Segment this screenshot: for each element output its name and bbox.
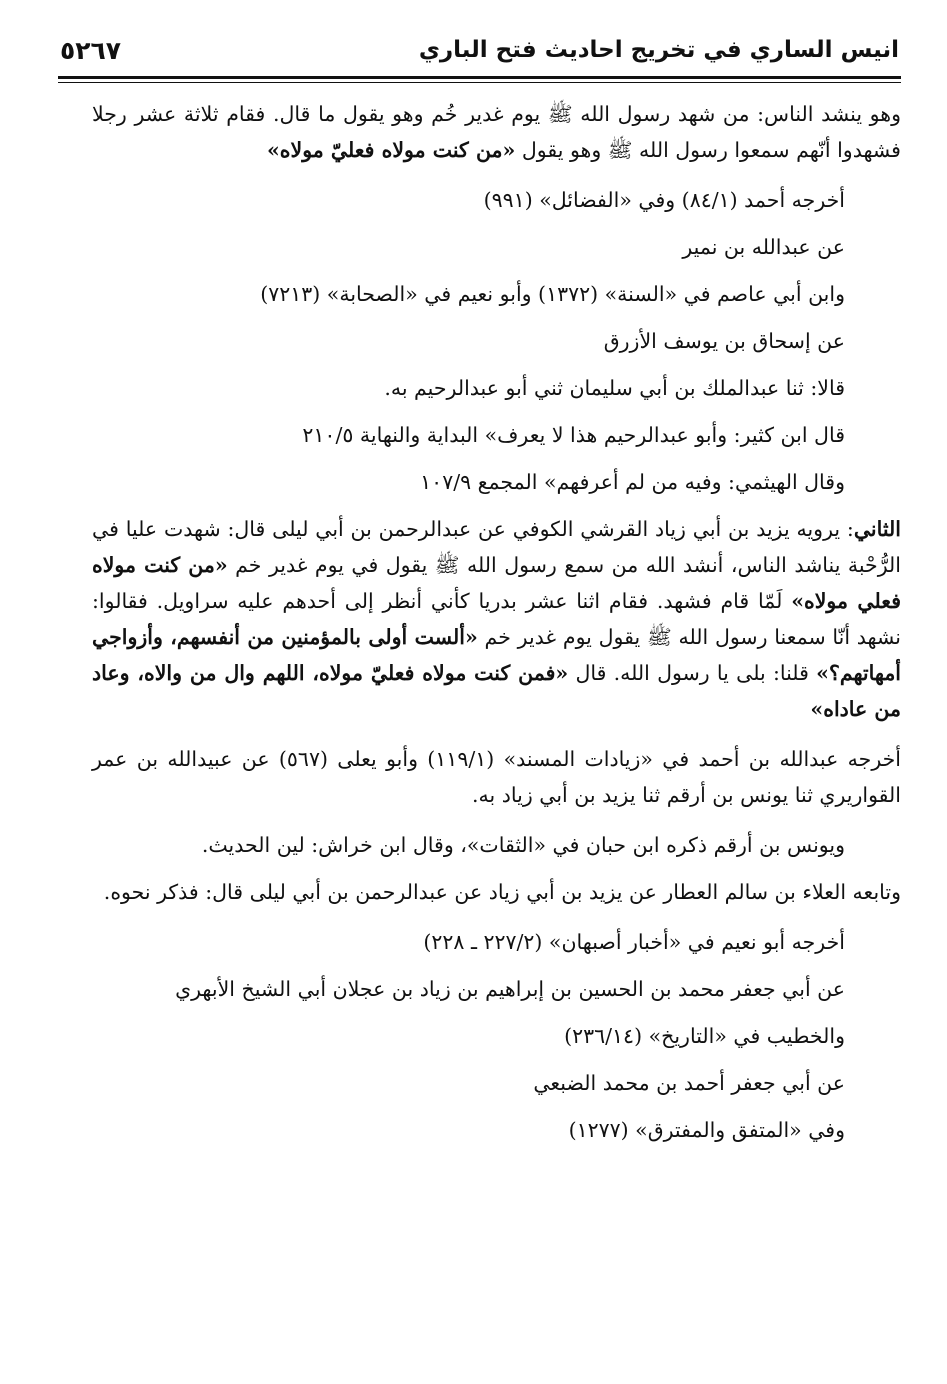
- paragraph: [92, 741, 901, 813]
- quoted-hadith-text: «ألست أولى بالمؤمنين من أنفسهم، وأزواجي أمهاتهم؟»: [92, 625, 902, 685]
- paragraph: [92, 827, 901, 863]
- paragraph-text: أخرجه عبدالله بن أحمد في «زيادات المسند» (١١٩/١) وأبو يعلى (٥٦٧) عن عبيدالله بن عمر القواريري ثنا يونس بن أرقم ثنا يزيد بن أبي زياد به.: [92, 747, 901, 807]
- paragraph-text: عن عبدالله بن نمير: [682, 235, 845, 259]
- paragraph-text: لَمّا قام فشهد. فقام اثنا عشر بدريا كأني أنظر إلى أحدهم عليه سراويل. فقالوا: نشهد أنّا سمعنا رسول الله ﷺ يقول يوم غدير خم: [92, 589, 901, 649]
- paragraph-text: وهو ينشد الناس: من شهد رسول الله ﷺ يوم غدير خُم وهو يقول ما قال. فقام ثلاثة عشر رجلا فشهدوا أنّهم سمعوا رسول الله ﷺ وهو يقول: [92, 102, 901, 162]
- header-rule-thin: [58, 82, 901, 83]
- paragraph: [92, 370, 901, 406]
- running-title: انيس الساري في تخريج احاديث فتح الباري: [418, 37, 899, 63]
- page-number: ٥٢٦٧: [60, 35, 122, 65]
- paragraph: [92, 464, 901, 500]
- paragraph-text: وابن أبي عاصم في «السنة» (١٣٧٢) وأبو نعيم في «الصحابة» (٧٢١٣): [260, 282, 845, 306]
- paragraph: [92, 924, 901, 960]
- paragraph: [92, 1018, 901, 1054]
- paragraph-text: قال ابن كثير: وأبو عبدالرحيم هذا لا يعرف» البداية والنهاية ٢١٠/٥: [302, 423, 845, 447]
- paragraph-text: وقال الهيثمي: وفيه من لم أعرفهم» المجمع ١٠٧/٩: [420, 470, 845, 494]
- paragraph-text: وفي «المتفق والمفترق» (١٢٧٧): [568, 1118, 845, 1142]
- paragraph: [92, 323, 901, 359]
- quoted-hadith-text: الثاني: [853, 517, 901, 541]
- paragraph: [92, 276, 901, 312]
- paragraph-text: أخرجه أحمد (٨٤/١) وفي «الفضائل» (٩٩١): [483, 188, 845, 212]
- paragraph-text: عن إسحاق بن يوسف الأزرق: [603, 329, 845, 353]
- paragraph-text: : يرويه يزيد بن أبي زياد القرشي الكوفي عن عبدالرحمن بن أبي ليلى قال: شهدت عليا في الرُّحْبة يناشد الناس، أنشد الله من سمع رسول الله ﷺ يقول في يوم غدير خم: [92, 517, 901, 577]
- paragraph-text: عن أبي جعفر محمد بن الحسين بن إبراهيم بن زياد بن عجلان أبي الشيخ الأبهري: [175, 977, 845, 1001]
- header-rule: [58, 76, 901, 79]
- paragraph: [92, 1112, 901, 1148]
- paragraph-text: وتابعه العلاء بن سالم العطار عن يزيد بن أبي زياد عن عبدالرحمن بن أبي ليلى قال: فذكر نحوه.: [103, 880, 901, 904]
- page-body: [92, 96, 901, 1159]
- paragraph-text: قالا: ثنا عبدالملك بن أبي سليمان ثني أبو عبدالرحيم به.: [384, 376, 845, 400]
- paragraph: [92, 971, 901, 1007]
- paragraph: [92, 511, 901, 727]
- paragraph: [92, 182, 901, 218]
- paragraph: [92, 417, 901, 453]
- paragraph-text: أخرجه أبو نعيم في «أخبار أصبهان» (٢٢٧/٢ ـ ٢٢٨): [423, 930, 845, 954]
- quoted-hadith-text: «من كنت مولاه فعليّ مولاه»: [266, 138, 516, 162]
- paragraph-text: قلنا: بلى يا رسول الله. قال: [568, 661, 817, 685]
- quoted-hadith-text: «فمن كنت مولاه فعليّ مولاه، اللهم وال من والاه، وعاد من عاداه»: [92, 661, 901, 721]
- paragraph: [92, 1065, 901, 1101]
- paragraph-text: عن أبي جعفر أحمد بن محمد الضبعي: [533, 1071, 845, 1095]
- paragraph: [92, 229, 901, 265]
- paragraph-text: والخطيب في «التاريخ» (٢٣٦/١٤): [564, 1024, 845, 1048]
- paragraph: [92, 874, 901, 910]
- quoted-hadith-text: «من كنت مولاه فعلي مولاه»: [92, 553, 901, 613]
- paragraph: [92, 96, 901, 168]
- page-header: [60, 28, 899, 72]
- paragraph-text: ويونس بن أرقم ذكره ابن حبان في «الثقات»، وقال ابن خراش: لين الحديث.: [201, 833, 845, 857]
